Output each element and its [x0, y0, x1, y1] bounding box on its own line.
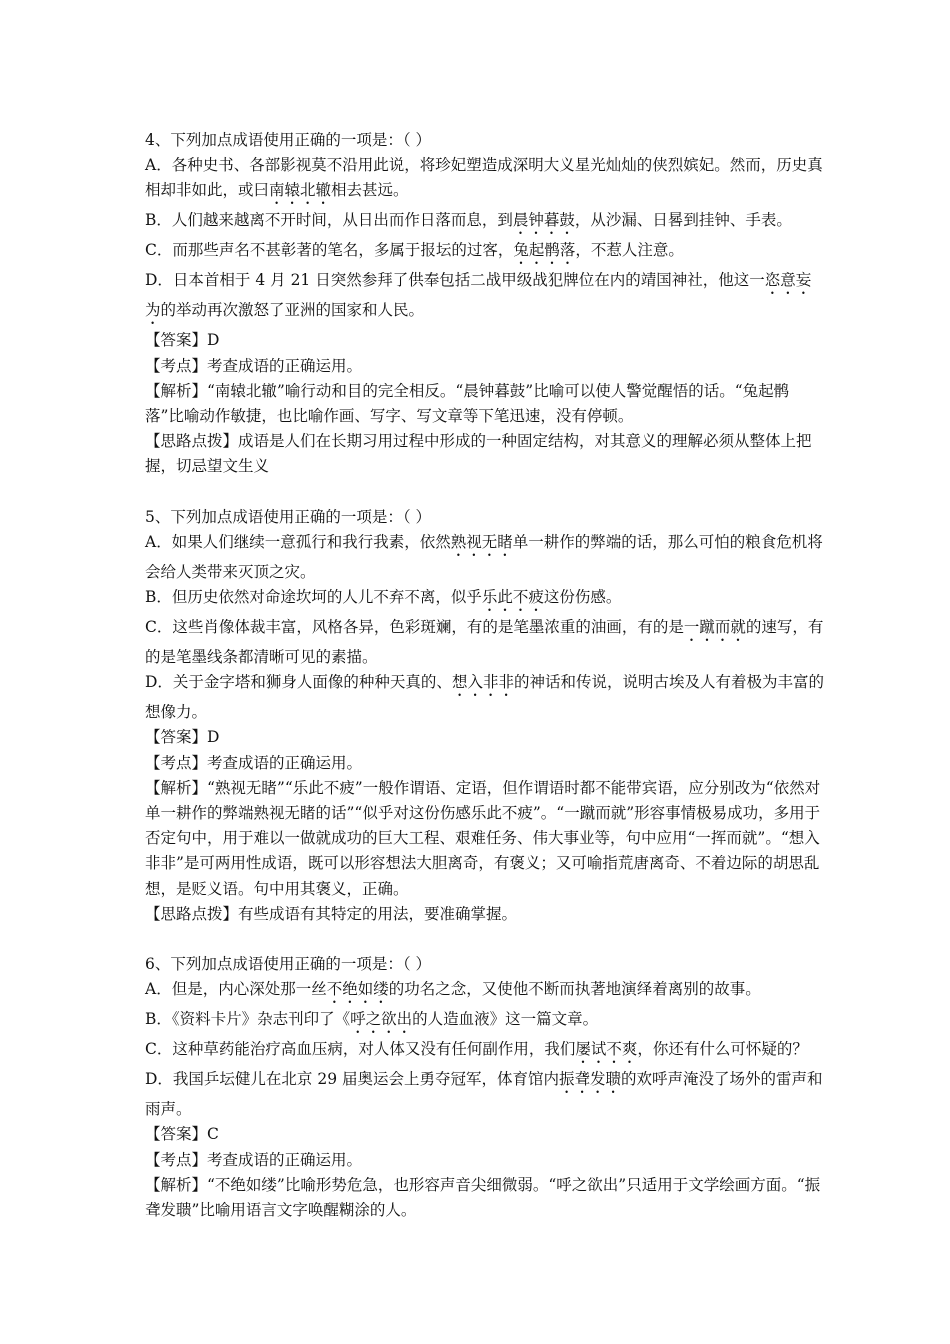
- option-b: [145, 1007, 825, 1037]
- option-text: 的神话和传说，说明古埃及人有着极为丰富的想像力。: [145, 673, 824, 722]
- test-point: 【考点】考查成语的正确运用。: [145, 753, 363, 772]
- option-text: ，从沙漏、日晷到挂钟、手表。: [574, 211, 792, 230]
- option-text: B．人们越来越离不开时间，从日出而作日落而息，到: [145, 211, 513, 230]
- answer: 【答案】D: [145, 331, 220, 350]
- answer: 【答案】C: [145, 1125, 219, 1144]
- option-c: [145, 238, 825, 268]
- question-stem: 6、下列加点成语使用正确的一项是：（ ）: [145, 955, 432, 974]
- dotted-idiom: 屡试不爽: [575, 1040, 638, 1059]
- option-text: C．而那些声名不甚彰著的笔名，多属于报坛的过客，: [145, 241, 514, 260]
- spacer: [145, 480, 825, 505]
- option-text: 的人造血液》这一篇文章。: [412, 1010, 599, 1029]
- question-stem: 4、下列加点成语使用正确的一项是：（ ）: [145, 131, 432, 149]
- dotted-idiom: 南辕北辙: [269, 181, 332, 200]
- option-text: 的举动再次激怒了亚洲的国家和人民。: [160, 301, 425, 320]
- option-text: 的速写，有的是笔墨线条都清晰可见的素描。: [145, 618, 824, 667]
- option-c: [145, 1037, 825, 1067]
- option-c: [145, 615, 825, 670]
- dotted-idiom: 乐此不疲: [481, 588, 544, 607]
- option-a: [145, 977, 825, 1007]
- option-text: A．但是，内心深处那一丝: [145, 980, 327, 999]
- test-point: 【考点】考查成语的正确运用。: [145, 356, 363, 375]
- option-text: ，你还有什么可怀疑的？: [637, 1040, 808, 1059]
- dotted-idiom: 一蹴而就: [683, 618, 746, 637]
- test-point: 【考点】考查成语的正确运用。: [145, 1150, 363, 1169]
- question-4: [145, 128, 825, 480]
- dotted-idiom: 兔起鹘落: [513, 241, 576, 260]
- option-text: B．《资料卡片》杂志刊印了《: [145, 1010, 351, 1029]
- dotted-idiom: 振聋发聩: [559, 1070, 622, 1089]
- option-text: A．各种史书、各部影视莫不沿用此说，将珍妃塑造成深明大义星光灿灿的侠烈嫔妃。然而，历史真相却非如此，或曰: [145, 156, 823, 200]
- answer: 【答案】D: [145, 728, 220, 747]
- option-text: ，不惹人注意。: [575, 241, 684, 260]
- option-text: D．日本首相于 4 月 21 日突然参拜了供奉包括二战甲级战犯牌位在内的靖国神社，他这一: [145, 271, 765, 290]
- option-text: D．我国乒坛健儿在北京 29 届奥运会上勇夺冠军，体育馆内: [145, 1070, 560, 1089]
- dotted-idiom: 想入非非: [451, 673, 514, 692]
- option-text: 相去甚远。: [331, 181, 409, 200]
- option-text: 单一耕作的弊端的话，那么可怕的粮食危机将会给人类带来灭顶之灾。: [145, 532, 823, 581]
- spacer: [145, 927, 825, 952]
- option-text: C．这些肖像体裁丰富，风格各异，色彩斑斓，有的是笔墨浓重的油画，有的是: [145, 618, 684, 637]
- dotted-idiom: 不绝如缕: [326, 980, 389, 999]
- thinking-tip: 【思路点拨】有些成语有其特定的用法，要准确掌握。: [145, 904, 518, 923]
- option-text: D．关于金字塔和狮身人面像的种种天真的、: [145, 673, 452, 692]
- option-text: C．这种草药能治疗高血压病，对人体又没有任何副作用，我们: [145, 1040, 576, 1059]
- dotted-idiom: 恣意妄为: [145, 271, 812, 320]
- option-d: [145, 670, 825, 725]
- option-text: 这份伤感。: [543, 588, 622, 607]
- analysis: 【解析】“不绝如缕”比喻形势危急，也形容声音尖细微弱。“呼之欲出”只适用于文学绘画方面。“振聋发聩”比喻用语言文字唤醒糊涂的人。: [145, 1175, 821, 1220]
- option-text: 的欢呼声淹没了场外的雷声和雨声。: [145, 1070, 823, 1119]
- document-page: [145, 128, 825, 1223]
- option-a: [145, 530, 825, 585]
- thinking-tip: 【思路点拨】成语是人们在长期习用过程中形成的一种固定结构，对其意义的理解必须从整体上把握，切忌望文生义: [145, 432, 812, 476]
- dotted-idiom: 呼之欲出: [350, 1010, 413, 1029]
- option-text: B．但历史依然对命途坎坷的人儿不弃不离，似乎: [145, 588, 482, 607]
- question-stem: 5、下列加点成语使用正确的一项是：（ ）: [145, 507, 432, 526]
- option-a: [145, 153, 825, 208]
- dotted-idiom: 熟视无睹: [450, 532, 513, 551]
- question-5: [145, 505, 825, 927]
- option-d: [145, 268, 825, 328]
- option-b: [145, 208, 825, 238]
- analysis: 【解析】“熟视无睹”“乐此不疲”一般作谓语、定语，但作谓语时都不能带宾语，应分别改为“依然对单一耕作的弊端熟视无睹的话”“似乎对这份伤感乐此不疲”。“一蹴而就”形容事情极易成功，多用于否定句中，用于难以一做就成功的巨大工程、艰难任务、伟大事业等，句中应用“一挥而就”。“想入非非”是可两用性成语，既可以形容想法大胆离奇，有褒义；又可喻指荒唐离奇、不着边际的胡思乱想，是贬义语。句中用其褒义，正确。: [145, 778, 821, 898]
- analysis: 【解析】“南辕北辙”喻行动和目的完全相反。“晨钟暮鼓”比喻可以使人警觉醒悟的话。“兔起鹘落”比喻动作敏捷，也比喻作画、写字、写文章等下笔迅速，没有停顿。: [145, 381, 790, 426]
- option-text: 的功名之念，又使他不断而执著地演绎着离别的故事。: [388, 980, 761, 999]
- question-6: [145, 952, 825, 1223]
- option-b: [145, 585, 825, 615]
- option-text: A．如果人们继续一意孤行和我行我素，依然: [145, 532, 451, 551]
- option-d: [145, 1067, 825, 1122]
- dotted-idiom: 晨钟暮鼓: [512, 211, 575, 230]
